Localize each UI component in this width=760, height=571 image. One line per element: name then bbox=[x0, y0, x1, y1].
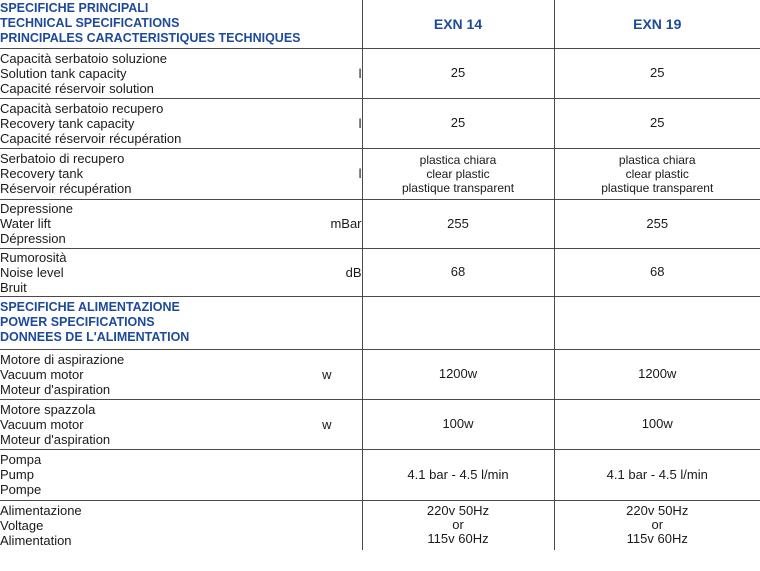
value-line: 25 bbox=[450, 65, 466, 80]
value-exn19 bbox=[554, 98, 760, 148]
row-unit bbox=[300, 500, 362, 550]
value-line: 25 bbox=[650, 65, 665, 80]
empty-cell bbox=[554, 296, 760, 349]
row-unit bbox=[300, 449, 362, 500]
label-line: Capacità serbatoio soluzione bbox=[0, 50, 167, 66]
row-unit: dB bbox=[300, 248, 362, 296]
value-line: 1200w bbox=[638, 366, 677, 381]
power-section-title bbox=[0, 296, 300, 349]
row-unit: w bbox=[300, 349, 362, 399]
value-exn19 bbox=[554, 399, 760, 449]
section-title-line: SPECIFICHE ALIMENTAZIONE bbox=[0, 300, 180, 314]
table-row bbox=[0, 199, 760, 248]
section-title-line: POWER SPECIFICATIONS bbox=[0, 315, 155, 329]
value-line: 100w bbox=[641, 416, 673, 431]
table-row bbox=[0, 449, 760, 500]
label-line: Capacità serbatoio recupero bbox=[0, 100, 164, 116]
value-exn14 bbox=[362, 500, 554, 550]
value-line: 68 bbox=[650, 264, 665, 279]
row-label bbox=[0, 148, 300, 199]
table-row bbox=[0, 148, 760, 199]
value-line: 100w bbox=[442, 416, 474, 431]
label-line: Recovery tank bbox=[0, 166, 84, 181]
row-unit: l bbox=[300, 148, 362, 199]
value-exn19 bbox=[554, 48, 760, 98]
value-line: clear plastic bbox=[426, 166, 490, 181]
table-row bbox=[0, 98, 760, 148]
label-line: Rumorosità bbox=[0, 249, 67, 265]
value-exn14 bbox=[362, 399, 554, 449]
table-header-row bbox=[0, 0, 760, 48]
label-line: Vacuum motor bbox=[0, 366, 84, 382]
value-line: plastique transparent bbox=[401, 180, 515, 195]
value-exn19 bbox=[554, 248, 760, 296]
label-line: Depressione bbox=[0, 201, 73, 216]
row-label bbox=[0, 98, 300, 148]
unit-empty-cell bbox=[300, 296, 362, 349]
row-unit: mBar bbox=[300, 199, 362, 248]
label-line: Noise level bbox=[0, 264, 64, 280]
row-label bbox=[0, 449, 300, 500]
value-line: 115v 60Hz bbox=[626, 531, 688, 547]
row-label bbox=[0, 48, 300, 98]
value-exn14 bbox=[362, 248, 554, 296]
value-exn19 bbox=[554, 449, 760, 500]
label-line: Serbatoio di recupero bbox=[0, 151, 125, 166]
power-section-row bbox=[0, 296, 760, 349]
model-header-exn14: EXN 14 bbox=[362, 0, 554, 48]
value-line: 220v 50Hz bbox=[426, 503, 490, 519]
row-unit: l bbox=[300, 98, 362, 148]
value-line: or bbox=[452, 517, 464, 533]
section-title-line: DONNEES DE L'ALIMENTATION bbox=[0, 330, 190, 344]
value-exn14 bbox=[362, 449, 554, 500]
model-header-exn19: EXN 19 bbox=[633, 15, 682, 32]
label-line: Motore spazzola bbox=[0, 401, 96, 417]
label-line: Capacité réservoir récupération bbox=[0, 130, 182, 146]
value-exn14 bbox=[362, 148, 554, 199]
table-row bbox=[0, 248, 760, 296]
value-exn19 bbox=[554, 199, 760, 248]
table-row bbox=[0, 500, 760, 550]
value-line: 1200w bbox=[438, 366, 478, 381]
value-line: clear plastic bbox=[625, 166, 689, 181]
row-unit: l bbox=[300, 48, 362, 98]
label-line: Solution tank capacity bbox=[0, 65, 127, 81]
row-label bbox=[0, 500, 300, 550]
label-line: Moteur d'aspiration bbox=[0, 431, 111, 447]
value-line: 68 bbox=[450, 264, 466, 279]
label-line: Bruit bbox=[0, 279, 27, 295]
label-line: Dépression bbox=[0, 231, 66, 246]
section-title-line: TECHNICAL SPECIFICATIONS bbox=[0, 16, 180, 31]
value-line: 255 bbox=[447, 215, 469, 231]
section-title-line: SPECIFICHE PRINCIPALI bbox=[0, 1, 149, 16]
value-exn14 bbox=[362, 48, 554, 98]
label-line: Water lift bbox=[0, 216, 51, 231]
row-label bbox=[0, 248, 300, 296]
label-line: Pompa bbox=[0, 452, 42, 467]
value-line: or bbox=[651, 517, 664, 533]
value-line: 4.1 bar - 4.5 l/min bbox=[407, 466, 509, 482]
label-line: Pump bbox=[0, 467, 34, 482]
table-row bbox=[0, 48, 760, 98]
value-exn19 bbox=[554, 500, 760, 550]
row-label bbox=[0, 349, 300, 399]
value-line: 220v 50Hz bbox=[626, 503, 689, 519]
value-exn19 bbox=[554, 148, 760, 199]
value-exn14 bbox=[362, 98, 554, 148]
row-unit: w bbox=[300, 399, 362, 449]
label-line: Motore di aspirazione bbox=[0, 351, 125, 367]
value-line: plastica chiara bbox=[618, 152, 696, 167]
row-label bbox=[0, 199, 300, 248]
value-exn14 bbox=[362, 199, 554, 248]
value-line: 115v 60Hz bbox=[427, 531, 489, 547]
label-line: Alimentation bbox=[0, 532, 72, 548]
value-line: 25 bbox=[450, 115, 466, 130]
label-line: Moteur d'aspiration bbox=[0, 381, 111, 397]
row-label bbox=[0, 399, 300, 449]
label-line: Capacité réservoir solution bbox=[0, 80, 154, 96]
label-line: Réservoir récupération bbox=[0, 181, 132, 196]
value-exn19 bbox=[554, 349, 760, 399]
section-title-line: PRINCIPALES CARACTERISTIQUES TECHNIQUES bbox=[0, 31, 301, 46]
value-line: plastique transparent bbox=[601, 180, 714, 195]
label-line: Recovery tank capacity bbox=[0, 115, 135, 131]
main-section-title bbox=[0, 0, 300, 48]
label-line: Alimentazione bbox=[0, 502, 82, 518]
label-line: Voltage bbox=[0, 517, 44, 533]
value-line: 4.1 bar - 4.5 l/min bbox=[606, 466, 708, 482]
empty-cell bbox=[362, 296, 554, 349]
value-line: 25 bbox=[650, 115, 665, 130]
value-line: 255 bbox=[646, 215, 669, 231]
table-row bbox=[0, 399, 760, 449]
table-row bbox=[0, 349, 760, 399]
unit-header-cell bbox=[300, 0, 362, 48]
label-line: Vacuum motor bbox=[0, 416, 84, 432]
label-line: Pompe bbox=[0, 482, 42, 497]
value-line: plastica chiara bbox=[419, 152, 497, 167]
value-exn14 bbox=[362, 349, 554, 399]
